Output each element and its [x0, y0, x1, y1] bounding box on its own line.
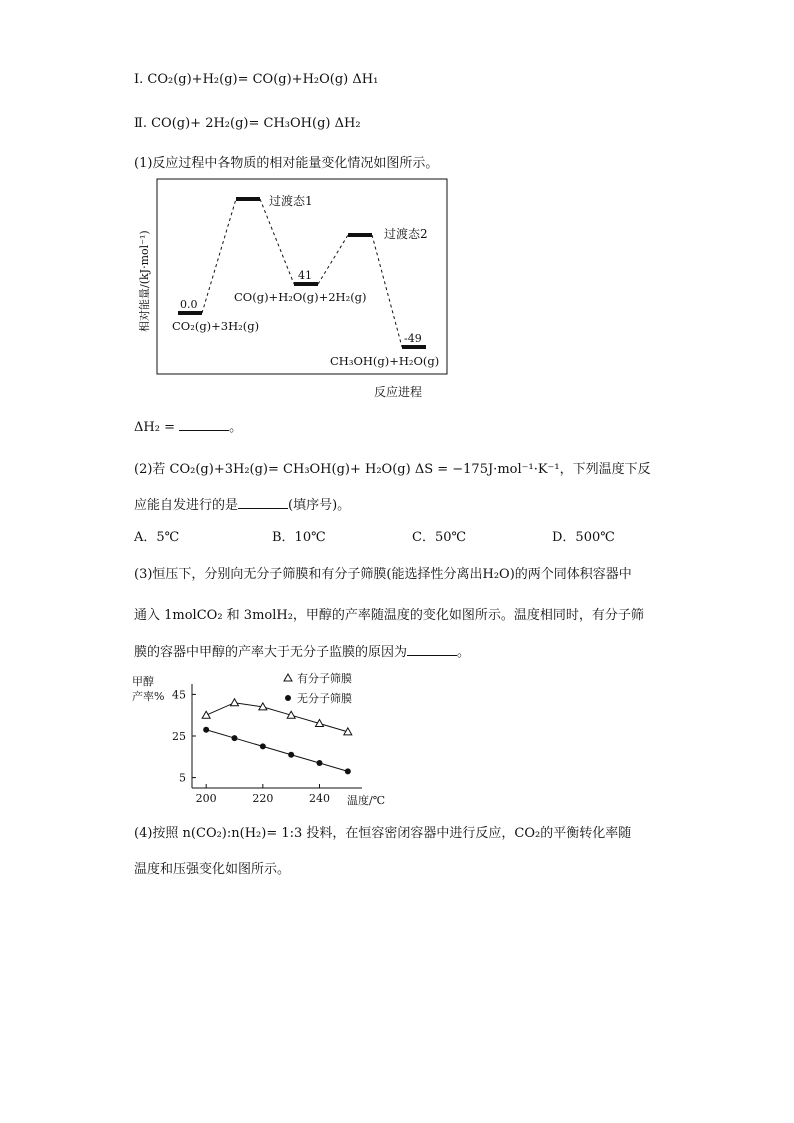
- legend-triangle-marker: [284, 674, 292, 681]
- legend-label: 有分子筛膜: [297, 672, 352, 685]
- equation-2: Ⅱ. CO(g)+ 2H₂(g)= CH₃OH(g) ΔH₂: [134, 116, 361, 131]
- q2-text: 应能自发进行的是: [134, 498, 239, 513]
- chart-ylabel-line-1: 甲醇: [132, 675, 154, 688]
- energy-ylabel: 相对能量/(kJ·mol⁻¹): [138, 230, 151, 332]
- question-4-line-1: (4)按照 n(CO₂):n(H₂)= 1:3 投料，在恒容密闭容器中进行反应，CO₂的平衡转化率随: [134, 826, 632, 841]
- circle-point: [288, 752, 294, 758]
- x-axis-label: 温度/℃: [346, 794, 386, 807]
- q3-blank[interactable]: [407, 643, 457, 656]
- circle-point: [232, 735, 238, 741]
- question-2-line-2: [134, 494, 350, 513]
- level-mid-value: 41: [298, 269, 312, 282]
- methanol-yield-chart: [130, 670, 386, 810]
- level-start-value: 0.0: [180, 298, 198, 311]
- level-start-species: CO₂(g)+3H₂(g): [172, 319, 260, 333]
- circle-point: [317, 760, 323, 766]
- question-4-line-2: 温度和压强变化如图所示。: [134, 862, 291, 877]
- chart-axes: [172, 684, 385, 807]
- y-tick-label: 45: [172, 688, 186, 702]
- series-line: [206, 703, 348, 732]
- question-3-line-2: 通入 1molCO₂ 和 3molH₂，甲醇的产率随温度的变化如图所示。温度相同时，有分子筛: [134, 608, 644, 623]
- ts1-label: 过渡态1: [269, 194, 313, 208]
- q2-blank[interactable]: [238, 496, 288, 509]
- q2-suffix: (填序号)。: [288, 498, 351, 513]
- option-a[interactable]: A．5℃: [134, 530, 180, 545]
- energy-diagram: [134, 172, 464, 404]
- question-3-line-3: [134, 641, 470, 660]
- level-end-value: -49: [404, 332, 422, 345]
- x-tick-label: 200: [195, 792, 217, 805]
- option-c[interactable]: C．50℃: [412, 530, 467, 545]
- q3-suffix: 。: [457, 645, 471, 660]
- triangle-point: [202, 711, 210, 718]
- answer-prefix: ΔH₂ =: [134, 420, 175, 435]
- option-d[interactable]: D．500℃: [552, 530, 615, 545]
- level-mid-species: CO(g)+H₂O(g)+2H₂(g): [234, 290, 367, 304]
- circle-point: [345, 768, 351, 774]
- energy-xlabel: 反应进程: [374, 385, 423, 399]
- y-tick-label: 5: [179, 771, 186, 785]
- chart-ylabel-line-2: 产率%: [132, 690, 165, 703]
- answer-blank[interactable]: [179, 418, 229, 431]
- chart-legend: [284, 671, 352, 705]
- series-line: [206, 730, 348, 772]
- x-tick-label: 240: [309, 792, 330, 805]
- legend-circle-marker: [285, 695, 291, 701]
- question-2-options: [134, 526, 615, 545]
- chart-series: [202, 699, 352, 775]
- ts2-label: 过渡态2: [384, 227, 428, 241]
- q3-text: 膜的容器中甲醇的产率大于无分子监膜的原因为: [134, 645, 408, 660]
- y-tick-label: 25: [172, 730, 186, 743]
- question-1-answer: [134, 416, 242, 435]
- triangle-point: [231, 699, 239, 706]
- answer-suffix: 。: [229, 420, 243, 435]
- question-1-prompt: (1)反应过程中各物质的相对能量变化情况如图所示。: [134, 156, 439, 171]
- circle-point: [203, 727, 209, 733]
- x-tick-label: 220: [252, 792, 274, 805]
- circle-point: [260, 743, 266, 749]
- question-2-line-1: (2)若 CO₂(g)+3H₂(g)= CH₃OH(g)+ H₂O(g) ΔS = −175J·mol⁻¹·K⁻¹，下列温度下反: [134, 462, 651, 477]
- question-3-line-1: (3)恒压下，分别向无分子筛膜和有分子筛膜(能选择性分离出H₂O)的两个同体积容器中: [134, 567, 632, 582]
- legend-label: 无分子筛膜: [297, 692, 352, 705]
- level-end-species: CH₃OH(g)+H₂O(g): [330, 354, 440, 368]
- equation-1: Ⅰ. CO₂(g)+H₂(g)= CO(g)+H₂O(g) ΔH₁: [134, 72, 379, 87]
- option-b[interactable]: B．10℃: [272, 530, 326, 545]
